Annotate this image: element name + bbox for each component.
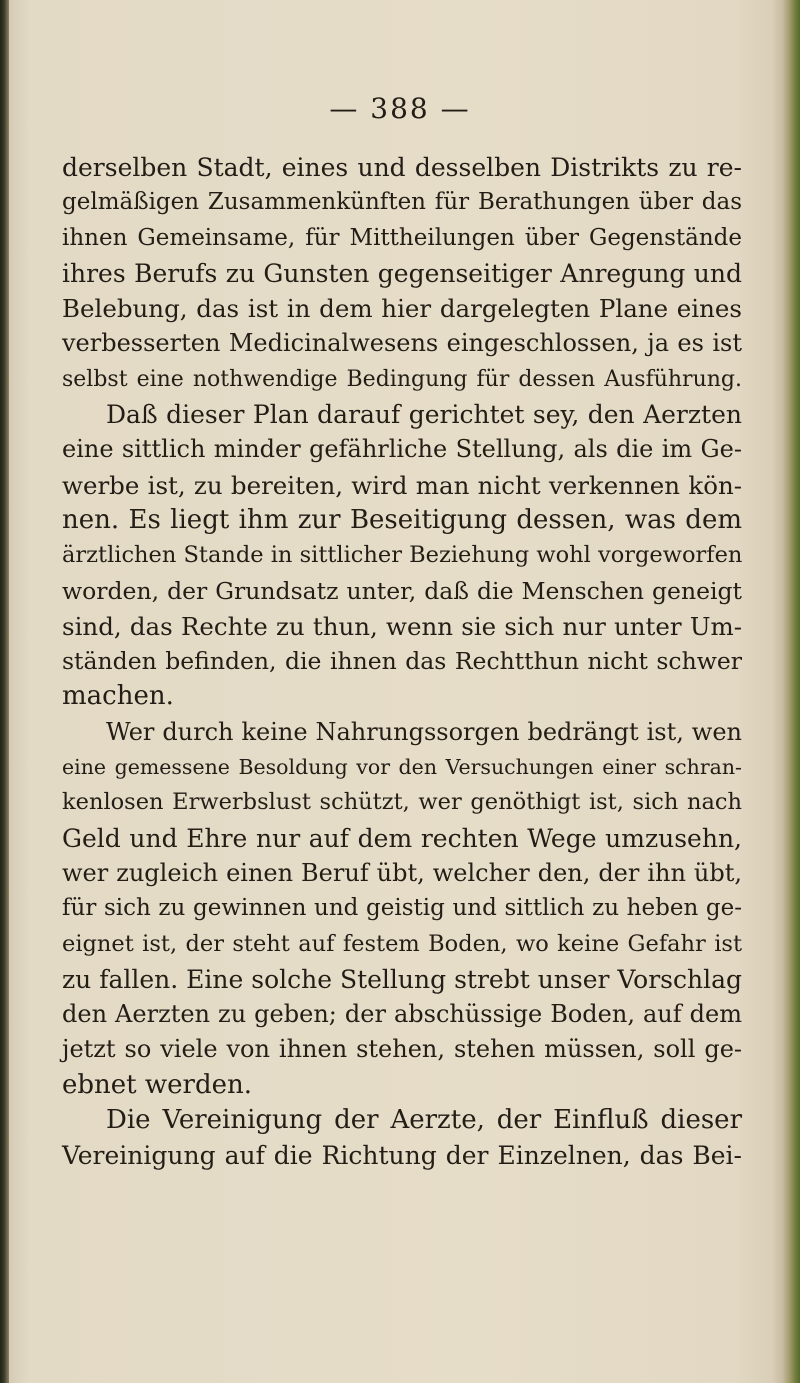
page-outer-edge: [772, 0, 800, 1383]
page-binding-edge: [0, 0, 9, 1383]
text-line: nen. Es liegt ihm zur Beseitigung dessen, was dem: [62, 504, 742, 535]
text-line: Geld und Ehre nur auf dem rechten Wege umzusehn,: [62, 823, 742, 853]
text-line: eine sittlich minder gefährliche Stellung, als die im Ge-: [62, 435, 742, 464]
text-line: machen.: [62, 681, 174, 712]
text-line: verbesserten Medicinalwesens eingeschlossen, ja es ist: [62, 329, 742, 358]
text-line: Wer durch keine Nahrungssorgen bedrängt ist, wen: [106, 717, 742, 746]
text-line: ihres Berufs zu Gunsten gegenseitiger Anregung und: [62, 258, 742, 288]
text-line: den Aerzten zu geben; der abschüssige Boden, auf dem: [62, 1000, 742, 1029]
text-line: wer zugleich einen Beruf übt, welcher den, der ihn übt,: [62, 858, 742, 887]
text-line: kenlosen Erwerbslust schützt, wer genöthigt ist, sich nach: [62, 789, 742, 816]
text-line: derselben Stadt, eines und desselben Distrikts zu re-: [62, 153, 742, 182]
text-line: werbe ist, zu bereiten, wird man nicht verkennen kön-: [62, 470, 742, 500]
text-line: Daß dieser Plan darauf gerichtet sey, den Aerzten: [106, 400, 742, 430]
text-line: für sich zu gewinnen und geistig und sittlich zu heben ge-: [62, 895, 742, 922]
text-line: Belebung, das ist in dem hier dargelegten Plane eines: [62, 294, 742, 324]
text-line: eignet ist, der steht auf festem Boden, wo keine Gefahr ist: [62, 930, 742, 957]
text-line: Vereinigung auf die Richtung der Einzelnen, das Bei-: [62, 1141, 742, 1171]
text-line: zu fallen. Eine solche Stellung strebt unser Vorschlag: [62, 964, 743, 994]
text-line: ebnet werden.: [62, 1069, 252, 1100]
text-line: ihnen Gemeinsame, für Mittheilungen über Gegenstände: [62, 224, 742, 251]
text-line: Die Vereinigung der Aerzte, der Einfluß dieser: [106, 1105, 742, 1136]
text-line: ständen befinden, die ihnen das Rechtthun nicht schwer: [62, 647, 742, 676]
text-line: ärztlichen Stande in sittlicher Beziehung wohl vorgeworfen: [62, 542, 743, 569]
text-line: eine gemessene Besoldung vor den Versuchungen einer schran-: [62, 755, 742, 780]
text-line: worden, der Grundsatz unter, daß die Menschen geneigt: [62, 576, 742, 605]
text-line: gelmäßigen Zusammenkünften für Berathungen über das: [62, 189, 742, 216]
body-text: [62, 150, 742, 1174]
page-number: — 388 —: [329, 92, 471, 125]
text-line: sind, das Rechte zu thun, wenn sie sich nur unter Um-: [62, 611, 742, 641]
text-line: jetzt so viele von ihnen stehen, stehen müssen, soll ge-: [62, 1035, 742, 1064]
text-line: selbst eine nothwendige Bedingung für dessen Ausführung.: [62, 366, 742, 392]
